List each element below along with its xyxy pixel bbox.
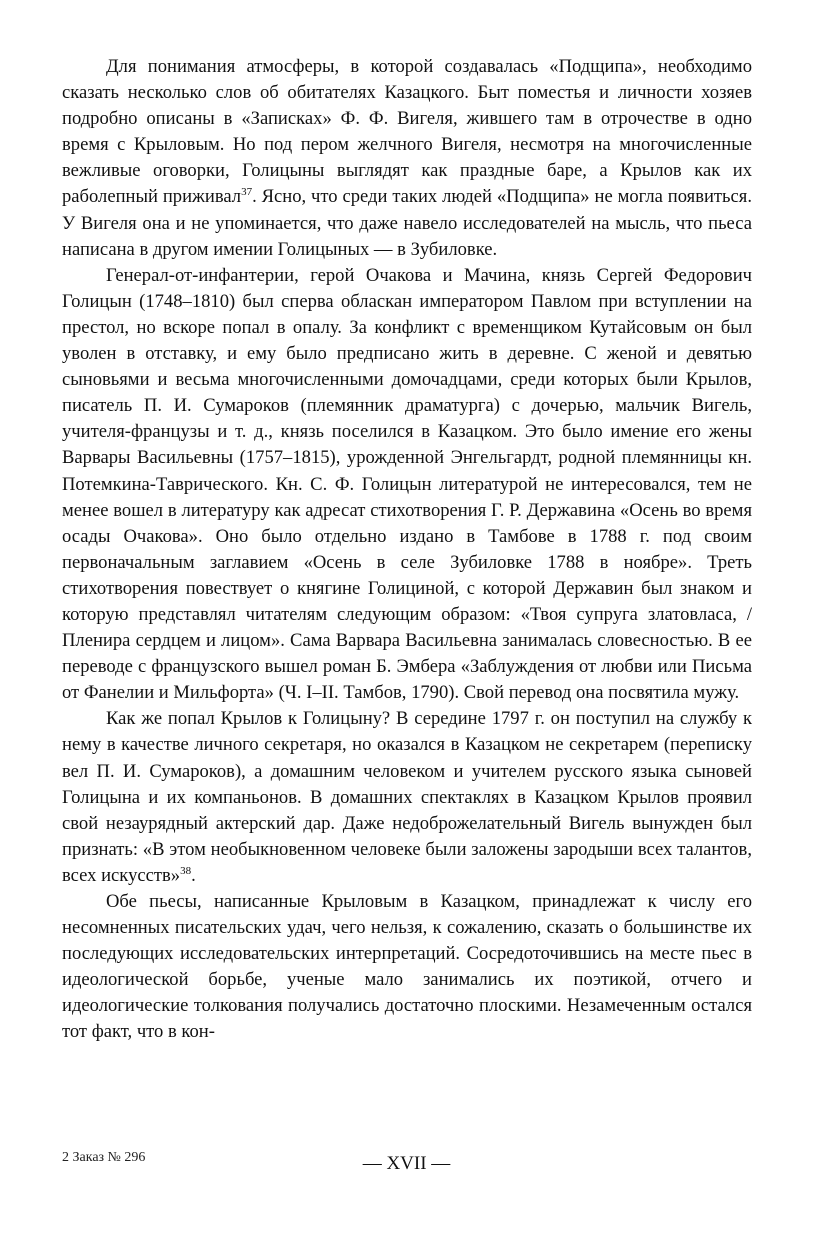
footnote-ref-37: 37: [241, 186, 253, 199]
paragraph-3-text: Как же попал Крылов к Голицыну? В середине 1797 г. он поступил на службу к нему в качестве личного секретаря, но оказался в Казацком не секретарем (переписку вел П. И. Сумароков), а домашним человеком и учителем русского языка сыновей Голицына и их компаньонов. В домашних спектаклях в Казацком Крылов проявил свой незаурядный актерский дар. Даже недоброжелательный Вигель вынужден был признать: «В этом необыкновенном человеке были заложены зародыши всех талантов, всех искусств»: [62, 708, 752, 886]
paragraph-3-tail: .: [191, 864, 196, 886]
paragraph-3: [62, 706, 752, 889]
paragraph-1-text: Для понимания атмосферы, в которой создавалась «Подщипа», необходимо сказать несколько слов об обитателях Казацкого. Быт поместья и личности хозяев подробно описаны в «Записках» Ф. Ф. Вигеля, жившего там в отрочестве в одно время с Крыловым. Но под пером желчного Вигеля, несмотря на многочисленные вежливые оговорки, Голицыны выглядят как праздные баре, а Крылов как их раболепный приживал: [62, 56, 752, 208]
footnote-ref-38: 38: [180, 864, 192, 877]
paragraph-1-tail: . Ясно, что среди таких людей «Подщипа» не могла появиться. У Вигеля она и не упоминается, что даже навело исследователей на мысль, что пьеса написана в другом имении Голицыных — в Зубиловке.: [62, 186, 752, 260]
paragraph-1: [62, 54, 752, 263]
paragraph-4-text: Обе пьесы, написанные Крыловым в Казацком, принадлежат к числу его несомненных писательских удач, чего нельзя, к сожалению, сказать о большинстве их последующих исследовательских интерпретаций. Сосредоточившись на месте пьес в идеологической борьбе, ученые мало занимались их поэтикой, отчего и идеологические толкования получались достаточно плоскими. Незамеченным остался тот факт, что в кон-: [62, 891, 752, 1043]
printer-signature: 2 Заказ № 296: [62, 1150, 146, 1165]
paragraph-2: [62, 263, 752, 707]
paragraph-4: [62, 889, 752, 1046]
page-number: — XVII —: [362, 1153, 451, 1174]
paragraph-2-text: Генерал-от-инфантерии, герой Очакова и Мачина, князь Сергей Федорович Голицын (1748–1810) был сперва обласкан императором Павлом при вступлении на престол, но вскоре попал в опалу. За конфликт с временщиком Кутайсовым он был уволен в отставку, и ему было предписано жить в деревне. С женой и девятью сыновьями и весьма многочисленными домочадцами, среди которых были Крылов, писатель П. И. Сумароков (племянник драматурга) с дочерью, мальчик Вигель, учителя-французы и т. д., князь поселился в Казацком. Это было имение его жены Варвары Васильевны (1757–1815), урожденной Энгельгардт, родной племянницы кн. Потемкина-Таврического. Кн. С. Ф. Голицын литературой не интересовался, тем не менее вошел в литературу как адресат стихотворения Г. Р. Державина «Осень во время осады Очакова». Оно было отдельно издано в Тамбове в 1788 г. под своим первоначальным заглавием «Осень в селе Зубиловке 1788 в ноябре». Треть стихотворения повествует о княгине Голициной, с которой Державин был знаком и которую представлял читателям следующим образом: «Твоя супруга златовласа, / Пленира сердцем и лицом». Сама Варвара Васильевна занималась словесностью. В ее переводе с французского вышел роман Б. Эмбера «Заблуждения от любви или Письма от Фанелии и Мильфорта» (Ч. I–II. Тамбов, 1790). Свой перевод она посвятила мужу.: [62, 264, 752, 704]
body-text: [62, 54, 752, 1046]
